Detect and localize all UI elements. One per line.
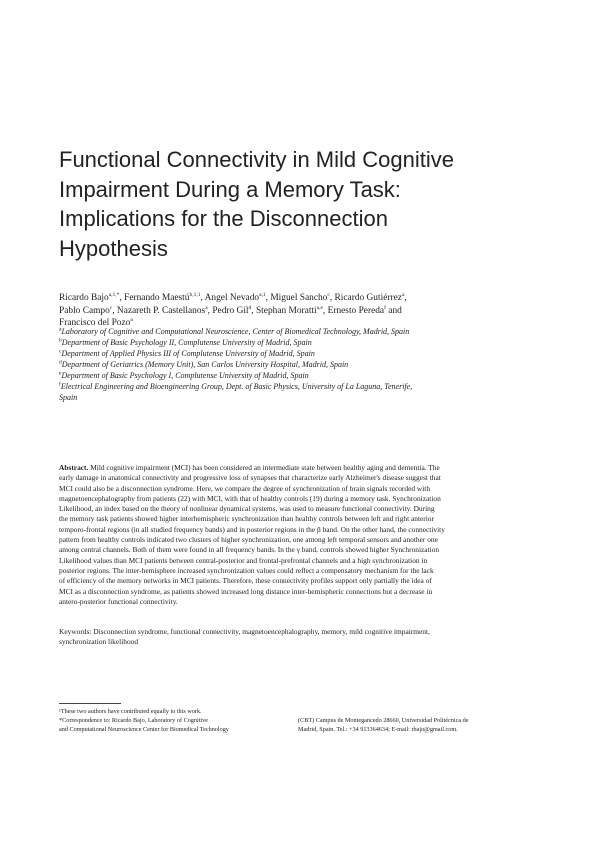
abstract-label: Abstract. [59, 463, 89, 472]
affiliation-text: Spain [59, 393, 78, 402]
footnote-divider [59, 703, 121, 704]
footnote-line: and Computational Neuroscience Center for Biomedical Technology [59, 726, 229, 733]
affiliation-mark: c [59, 348, 62, 355]
abstract-line: of efficiency of the memory networks in MCI patients. Therefore, these connectivity profiles support only partially the idea of [59, 576, 432, 586]
abstract-text: Mild cognitive impairment (MCI) has been considered an intermediate state between healthy aging and dementia. The [88, 463, 440, 472]
affiliation-text: Department of Basic Psychology I, Complutense University of Madrid, Spain [61, 371, 309, 380]
abstract-line: MCI could also be a disconnection syndrome. Here, we compare the degree of synchronization of brain signals recorded with [59, 483, 431, 493]
abstract-line: the memory task patients showed higher interhemispheric synchronization than healthy controls between left and right anterior [59, 514, 434, 524]
abstract-line: Likelihood, an index based on the theory of nonlinear dynamical systems, was used to measure functional connectivity. During [59, 504, 435, 514]
author-mark: a,e [316, 304, 323, 311]
affiliation-mark: e [59, 370, 62, 377]
author-name: Ricardo Bajo [59, 293, 109, 303]
author-name: Francisco del Pozo [59, 318, 131, 328]
abstract-line: pattern from healthy controls indicated two clusters of higher synchronization, one among left temporal sensors and another one [59, 535, 438, 545]
author-name: , Nazareth P. Castellanos [112, 305, 206, 316]
keywords [59, 627, 517, 648]
author-mark: a,1,* [108, 291, 120, 298]
title-line: Functional Connectivity in Mild Cognitive [59, 147, 454, 172]
author-mark: a [401, 291, 405, 298]
title-line: Implications for the Disconnection [59, 206, 388, 231]
footnotes-left [59, 707, 279, 734]
author-mark: c [327, 291, 330, 298]
affiliation-text: Department of Geriatrics (Memory Unit), San Carlos University Hospital, Madrid, Spain [61, 360, 349, 369]
affiliation-text: Electrical Engineering and Bioengineering Group, Dept. of Basic Physics, University of La Laguna, Tenerife, [60, 382, 413, 391]
affiliation-item [59, 326, 529, 337]
affiliation-list [59, 326, 529, 403]
author-line [59, 292, 529, 305]
abstract-line: early damage in anatomical connectivity and progressive loss of synapses that characterize early Alzheimer's disease suggest that [59, 473, 441, 483]
affiliation-item [59, 392, 529, 403]
author-name: , Stephan Moratti [251, 305, 317, 316]
author-mark: d [248, 304, 252, 311]
abstract-line: antero-posterior functional connectivity. [59, 596, 178, 606]
affiliation-text: Department of Basic Psychology II, Complutense University of Madrid, Spain [61, 338, 312, 347]
author-name: , Miguel Sancho [265, 293, 328, 303]
author-mark: c [109, 304, 113, 311]
footnotes-right [298, 716, 520, 734]
author-name: Pablo Campo [59, 305, 110, 316]
abstract-line: magnetoencephalography from patients (22) with MCI, with that of healthy controls (19) during a memory task. Synchronization [59, 493, 441, 503]
author-separator: and [385, 305, 402, 316]
affiliation-item [59, 381, 529, 392]
author-mark: f [384, 304, 386, 311]
author-separator: , [404, 293, 407, 303]
abstract-line: among central channels. Both of them were found in all frequency bands. In the γ band, controls showed higher Synchronization [59, 545, 440, 555]
author-name: , Pedro Gil [207, 305, 249, 316]
author-name: , Ricardo Gutiérrez [329, 293, 402, 303]
affiliation-mark: a [59, 326, 62, 333]
footnote-line: *Correspondence to: Ricardo Bajo, Laboratory of Cognitive [59, 717, 208, 724]
affiliation-mark: f [59, 381, 61, 388]
keywords-line: Keywords: Disconnection syndrome, functional connectivity, magnetoencephalography, memory, mild cognitive impairment, [59, 627, 430, 636]
paper-title [59, 145, 539, 263]
author-mark: b,1,1 [189, 291, 201, 298]
abstract-line: temporo-frontal regions (in all studied frequency bands) and in posterior regions in the β band. On the other hand, the connectivity [59, 524, 445, 534]
author-name: , Fernando Maestú [119, 293, 190, 303]
author-line [59, 305, 529, 318]
affiliation-item [59, 370, 529, 381]
affiliation-text: Laboratory of Cognitive and Computational Neuroscience, Center of Biomedical Technology, Madrid, Spain [61, 327, 410, 336]
footnote-line: ¹These two authors have contributed equally to this work. [59, 708, 202, 715]
affiliation-mark: d [59, 359, 62, 366]
abstract [59, 463, 517, 607]
footnote-line: (CBT) Campus de Montegancedo 28660, Universidad Politécnica de [298, 717, 469, 724]
affiliation-item [59, 348, 529, 359]
title-line: Impairment During a Memory Task: [59, 176, 401, 202]
affiliation-item [59, 359, 529, 370]
keywords-line: synchronization likelihood [59, 637, 139, 647]
abstract-line: MCI as a disconnection syndrome, as patients showed increased long distance inter-hemispheric connections but a decrease in [59, 586, 433, 596]
affiliation-text: Department of Applied Physics III of Complutense University of Madrid, Spain [61, 349, 315, 358]
title-line: Hypothesis [59, 235, 168, 261]
author-name: , Ernesto Pereda [322, 305, 385, 316]
author-mark: a [130, 316, 133, 323]
affiliation-item [59, 337, 529, 348]
author-name: , Angel Nevado [200, 293, 260, 303]
abstract-line [59, 463, 517, 473]
abstract-line: posterior regions. The inter-hemisphere increased synchronization values could reflect a compensatory mechanism for the lack [59, 565, 434, 575]
affiliation-mark: b [59, 337, 62, 344]
footnote-line: Madrid, Spain. Tel.: +34 913364634; E-mail: rbajo@gmail.com. [298, 726, 458, 733]
author-mark: a [205, 304, 208, 311]
abstract-line: Likelihood values than MCI patients between central-posterior and frontal-prefrontal channels and a high synchronization in [59, 555, 428, 565]
author-mark: a,1 [259, 291, 266, 298]
